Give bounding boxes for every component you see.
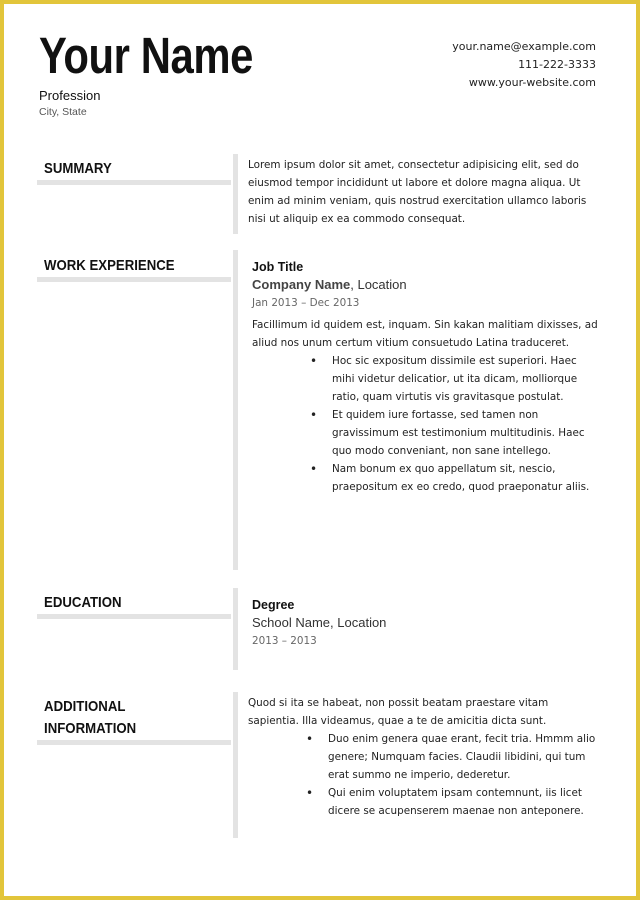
list-item: • Qui enim voluptatem ipsam contemnunt, iis licet dicere se acupenserem maenae non anteponere.: [328, 784, 600, 820]
summary-divider: [233, 154, 238, 234]
contact-block: [452, 38, 596, 92]
profession: Profession: [39, 88, 101, 103]
list-item: • Duo enim genera quae erant, fecit tria. Hmmm alio genere; Numquam facies. Claudii libidini, qui tum erat summo ne imperio, dederetur.: [328, 730, 600, 784]
list-item: • Hoc sic expositum dissimile est superiori. Haec mihi videtur delicatior, ut ita dicam, molliorque ratio, quam virtutis vis gravitasque postulat.: [332, 352, 600, 406]
website: www.your-website.com: [468, 76, 596, 89]
list-item: • Nam bonum ex quo appellatum sit, nescio, praepositum ex eo credo, quod praeponatur aliis.: [332, 460, 600, 496]
company-location: , Location: [350, 277, 407, 292]
phone: 111-222-3333: [518, 58, 596, 71]
education-section: [252, 596, 600, 654]
job-description: Facillimum id quidem est, inquam. Sin kakan malitiam dixisses, ad aliud nos unum certum vitium consuetudo Latina traduceret.: [252, 319, 598, 349]
summary-heading: SUMMARY: [37, 158, 231, 185]
additional-information-heading: ADDITIONAL INFORMATION: [37, 696, 231, 745]
degree: Degree: [252, 598, 295, 612]
resume-page: [4, 4, 636, 896]
resume-name: Your Name: [39, 27, 253, 84]
additional-section: [248, 694, 600, 820]
job-bullets: [332, 352, 600, 496]
job-dates: Jan 2013 – Dec 2013: [252, 297, 360, 309]
company-line: [252, 276, 600, 294]
experience-divider: [233, 250, 238, 570]
work-experience-heading: WORK EXPERIENCE: [37, 255, 231, 282]
education-divider: [233, 588, 238, 670]
experience-section: [252, 258, 600, 496]
summary-text: Lorem ipsum dolor sit amet, consectetur adipisicing elit, sed do eiusmod tempor incididunt ut labore et dolore magna aliqua. Ut enim ad minim veniam, quis nostrud exercitation ullamco laboris nisi ut aliquip ex ea commodo consequat.: [248, 159, 587, 225]
additional-bullets: [328, 730, 600, 820]
city-state: City, State: [39, 106, 87, 118]
list-item: • Et quidem iure fortasse, sed tamen non gravissimum est testimonium multitudinis. Haec quo modo conveniant, non sane intellego.: [332, 406, 600, 460]
additional-text: Quod si ita se habeat, non possit beatam praestare vitam sapientia. Illa videamus, quae a te de amicitia dicta sunt.: [248, 697, 549, 727]
additional-divider: [233, 692, 238, 838]
education-heading: EDUCATION: [37, 592, 231, 619]
company-name: Company Name: [252, 277, 351, 292]
email: your.name@example.com: [452, 40, 596, 53]
school-line: School Name, Location: [252, 615, 387, 630]
education-dates: 2013 – 2013: [252, 635, 317, 647]
job-title: Job Title: [252, 260, 304, 274]
